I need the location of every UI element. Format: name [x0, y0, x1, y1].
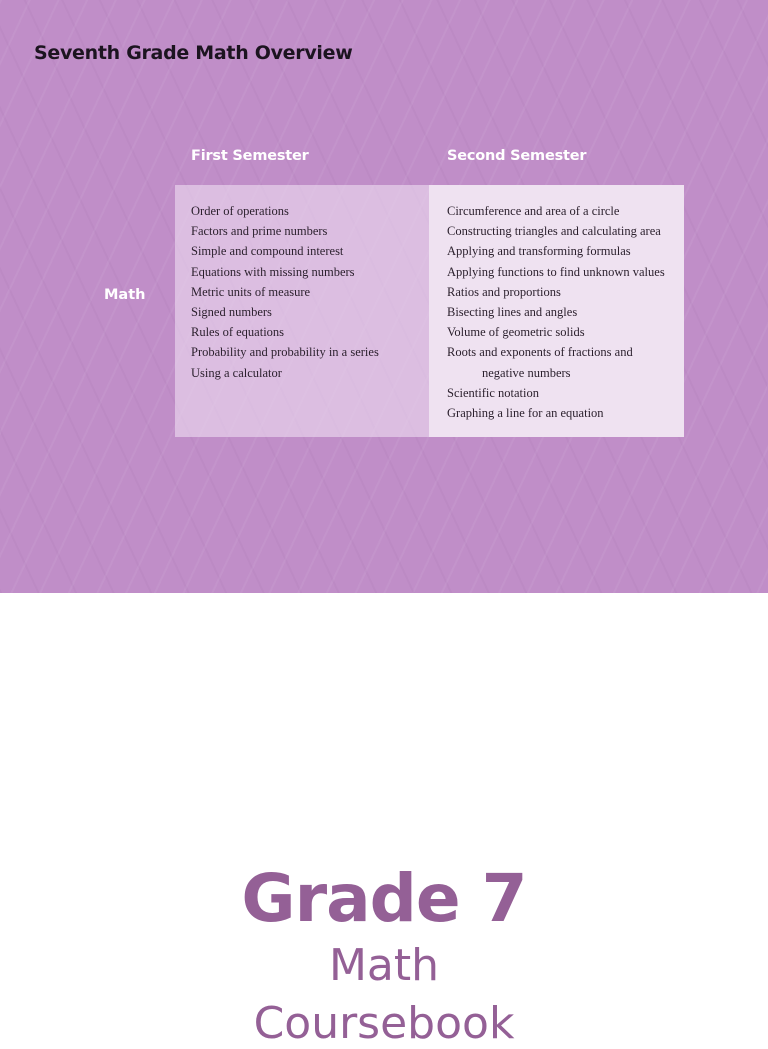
list-item: Constructing triangles and calculating area: [447, 224, 661, 239]
list-item: Circumference and area of a circle: [447, 204, 620, 218]
second-semester-topic-list: [447, 201, 684, 423]
list-item: Applying and transforming formulas: [447, 244, 631, 259]
list-item: Simple and compound interest: [191, 244, 344, 259]
list-item-continuation: [447, 363, 684, 383]
subject-row-label: Math: [104, 287, 146, 303]
list-item: Bisecting lines and angles: [447, 305, 578, 320]
list-item: Metric units of measure: [191, 284, 311, 299]
page-title: Seventh Grade Math Overview: [34, 42, 353, 64]
second-semester-cell: [429, 185, 684, 437]
second-semester-heading: Second Semester: [447, 148, 587, 164]
list-item: Order of operations: [191, 204, 289, 218]
list-item: Signed numbers: [191, 305, 272, 320]
cover-subject-title: Math: [328, 940, 440, 991]
list-item: Graphing a line for an equation: [447, 406, 604, 421]
cover-book-title: Coursebook: [253, 998, 515, 1049]
list-item: Volume of geometric solids: [447, 325, 585, 340]
list-item: Rules of equations: [191, 325, 285, 340]
list-item: Ratios and proportions: [447, 284, 561, 299]
first-semester-heading: First Semester: [191, 148, 309, 164]
list-item: Equations with missing numbers: [191, 264, 355, 279]
list-item: Factors and prime numbers: [191, 224, 328, 239]
first-semester-topic-list: [191, 201, 429, 383]
list-item: Probability and probability in a series: [191, 345, 379, 360]
first-semester-cell: [175, 185, 429, 437]
list-item: Using a calculator: [191, 365, 282, 380]
cover-grade-title: Grade 7: [241, 860, 527, 937]
list-item-continuation-text: negative numbers: [482, 365, 571, 380]
list-item: Scientific notation: [447, 385, 539, 400]
list-item: Roots and exponents of fractions and: [447, 345, 633, 360]
list-item: Applying functions to find unknown values: [447, 264, 665, 279]
